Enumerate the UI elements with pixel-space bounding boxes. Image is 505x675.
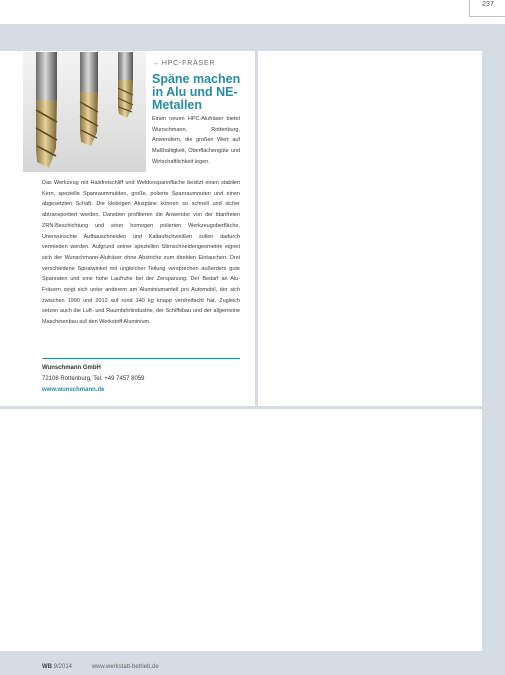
footer-issue: 9/2014 (53, 664, 73, 670)
article-body-main: Das Werkzeug mit Halsfreischliff und Weldonspannfläche besitzt einen stabilen Kern, spezielle Spanraummulden, große, polierte Spanraumnuten und einen abgesetzten Schaft. Die klebrigen Aluspäne können so schnell und sicher abtransportiert werden. Daneben profitieren die Anwender von der titanfreien ZRN-Beschichtung und einer homogen polierten Werkzeugoberfläche. Unerwünschte Aufbauschneiden und Kaltaufschweißen sollen dadurch vermieden werden. Aufgrund seiner speziellen Stirnschneidengeometrie eignet sich der Wunschmann-Alufräser ohne Abstriche zum direkten Eintauchen. Drei verschiedene Spiralwinkel mit ungleicher Teilung versprechen außerdem gute Spanraten und eine hohe Laufruhe bei der Zerspanung. Der Bedarf an Alu-Fräsern zeigt sich unter anderem am Aluminiumanteil pro Automobil, der sich zwischen 1990 und 2012 auf rund 140 kg knapp verdreifacht hat. Zugleich setzen auch die Luft- und Raumfahrtindustrie, der Schiffsbau und der allgemeine Maschinenbau auf den Werkstoff Aluminium. (42, 180, 240, 326)
footer-website[interactable]: www.werkstatt-betrieb.de (91, 664, 159, 670)
empty-column-panel (258, 51, 482, 406)
kicker-label: HPC-FRÄSER (161, 60, 216, 67)
end-mill-cutters-photo (23, 52, 146, 172)
empty-bottom-panel (0, 409, 482, 651)
footer-brand: WB (42, 664, 52, 670)
page-number: 237 (469, 0, 505, 17)
page-top-strip (0, 0, 505, 24)
article-headline: Späne machen in Alu und NE-Metallen (152, 72, 241, 112)
company-name: Wunschmann GmbH (42, 365, 101, 371)
company-info (42, 363, 240, 396)
accent-divider (42, 358, 240, 359)
cutter-large (36, 52, 57, 168)
company-address: 72108 Rottenburg, Tel. +49 7457 8059 (42, 376, 145, 382)
page-footer (42, 664, 159, 670)
arrow-right-icon: → (152, 60, 160, 67)
article-body-intro: Einen neuen HPC-Alufräser bietet Wunschmann, Rottenburg, Anwendern, die großen Wert auf Maßhaltigkeit, Oberflächengüte und Wirtschaftlichkeit legen. (152, 116, 240, 165)
company-website-link[interactable]: www.wunschmann.de (42, 387, 105, 393)
cutter-medium (80, 52, 98, 146)
article-kicker (152, 60, 247, 67)
cutter-small (118, 52, 133, 118)
